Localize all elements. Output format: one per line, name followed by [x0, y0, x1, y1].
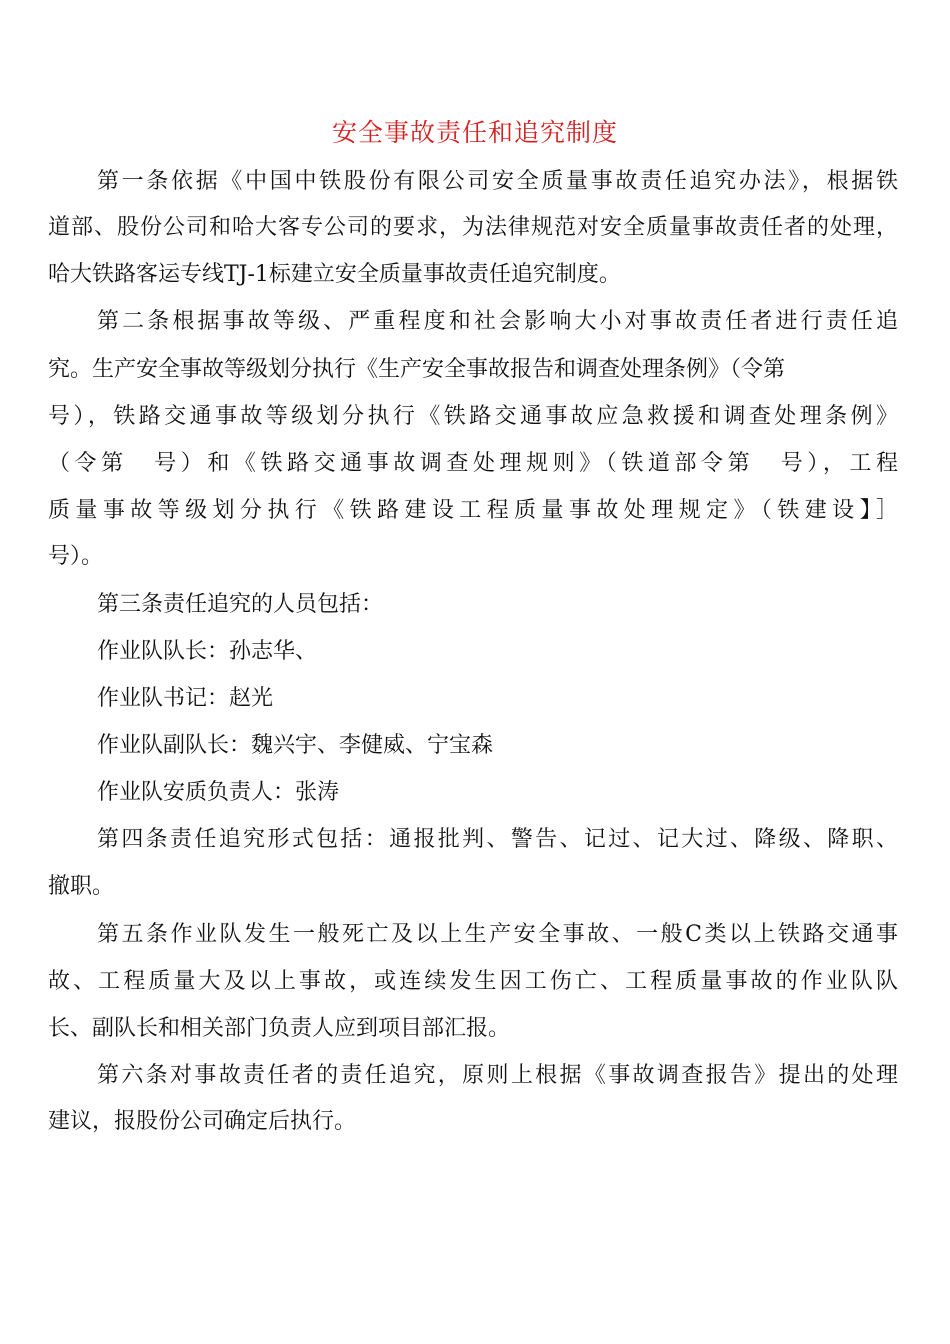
- personnel-secretary: 作业队书记：赵光: [97, 686, 274, 711]
- article-2-line-4: （令第 号）和《铁路交通事故调查处理规则》（铁道部令第 号），工程: [48, 451, 898, 476]
- article-1-line-2: 道部、股份公司和哈大客专公司的要求，为法律规范对安全质量事故责任者的处理，: [48, 215, 898, 240]
- article-5-line-1: 第五条作业队发生一般死亡及以上生产安全事故、一般C类以上铁路交通事: [97, 922, 898, 947]
- article-2-line-2: 究。生产安全事故等级划分执行《生产安全事故报告和调查处理条例》（令第: [48, 357, 786, 382]
- personnel-team-leader: 作业队队长：孙志华、: [97, 639, 318, 664]
- article-1-line-1: 第一条依据《中国中铁股份有限公司安全质量事故责任追究办法》，根据铁: [97, 169, 898, 194]
- article-5-line-3: 长、副队长和相关部门负责人应到项目部汇报。: [48, 1016, 511, 1041]
- article-2-line-5: 质量事故等级划分执行《铁路建设工程质量事故处理规定》（铁建设】］: [48, 498, 898, 523]
- personnel-deputy-leaders: 作业队副队长：魏兴宇、李健威、宁宝森: [97, 733, 494, 758]
- article-5-line-2: 故、工程质量大及以上事故，或连续发生因工伤亡、工程质量事故的作业队队: [48, 969, 898, 994]
- article-6-line-1: 第六条对事故责任者的责任追究，原则上根据《事故调查报告》提出的处理: [97, 1063, 898, 1088]
- document-title: 安全事故责任和追究制度: [331, 118, 618, 147]
- article-2-line-1: 第二条根据事故等级、严重程度和社会影响大小对事故责任者进行责任追: [97, 309, 898, 334]
- article-6-line-2: 建议，报股份公司确定后执行。: [48, 1109, 357, 1134]
- article-3-line-1: 第三条责任追究的人员包括：: [97, 592, 384, 617]
- article-4-line-2: 撤职。: [48, 874, 115, 899]
- personnel-safety-officer: 作业队安质负责人：张涛: [97, 780, 340, 805]
- article-2-line-3: 号），铁路交通事故等级划分执行《铁路交通事故应急救援和调查处理条例》: [48, 404, 898, 429]
- article-2-line-6: 号）。: [48, 544, 104, 569]
- article-1-line-3: 哈大铁路客运专线TJ-1标建立安全质量事故责任追究制度。: [48, 262, 621, 287]
- article-4-line-1: 第四条责任追究形式包括：通报批判、警告、记过、记大过、降级、降职、: [97, 827, 898, 852]
